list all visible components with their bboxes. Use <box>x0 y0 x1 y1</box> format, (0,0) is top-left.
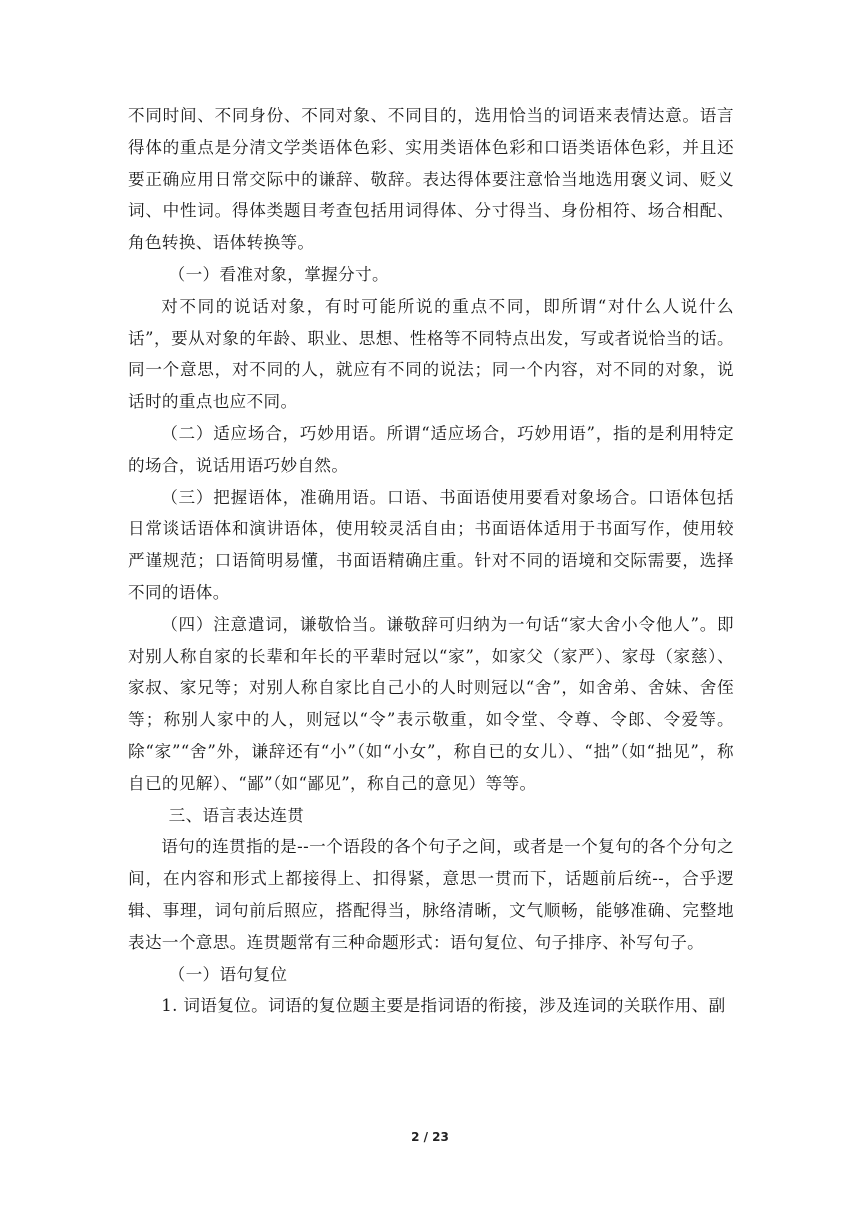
paragraph-honorifics: （四）注意遣词，谦敬恰当。谦敬辞可归纳为一句话“家大舍小令他人”。即对别人称自家的长辈和年长的平辈时冠以“家”，如家父（家严）、家母（家慈）、家叔、家兄等；对别人称自家比自己小的人时则冠以“舍”，如舍弟、舍妹、舍侄等；称别人家中的人，则冠以“令”表示敬重，如令堂、令尊、令郎、令爱等。除“家”“舍”外，谦辞还有“小”（如“小女”，称自已的女儿）、“拙”（如“拙见”，称自已的见解）、“鄙”（如“鄙见”，称自己的意见）等等。 <box>128 614 734 793</box>
subheading-sentence-restore: （一）语句复位 <box>168 964 288 984</box>
subheading-audience: （一）看准对象，掌握分寸。 <box>168 264 389 284</box>
paragraph-occasion: （二）适应场合，巧妙用语。所谓“适应场合，巧妙用语”，指的是利用特定的场合，说话用语巧妙自然。 <box>128 423 734 475</box>
paragraph-register: （三）把握语体，准确用语。口语、书面语使用要看对象场合。口语体包括日常谈话语体和演讲语体，使用较灵活自由；书面语体适用于书面写作，使用较严谨规范；口语简明易懂，书面语精确庄重。针对不同的语境和交际需要，选择不同的语体。 <box>128 487 734 602</box>
page-body <box>128 100 734 1022</box>
paragraph-word-restore: 1. 词语复位。词语的复位题主要是指词语的衔接，涉及连词的关联作用、副 <box>161 996 726 1016</box>
page-number: 2 / 23 <box>411 1130 449 1144</box>
paragraph-appropriateness-intro: 不同时间、不同身份、不同对象、不同目的，选用恰当的词语来表情达意。语言得体的重点是分清文学类语体色彩、实用类语体色彩和口语类语体色彩，并且还要正确应用日常交际中的谦辞、敬辞。表达得体要注意恰当地选用褒义词、贬义词、中性词。得体类题目考查包括用词得体、分寸得当、身份相符、场合相配、角色转换、语体转换等。 <box>128 106 734 253</box>
paragraph-coherence: 语句的连贯指的是--一个语段的各个句子之间，或者是一个复句的各个分句之间，在内容和形式上都接得上、扣得紧，意思一贯而下，话题前后统--，合乎逻辑、事理，词句前后照应，搭配得当，脉络清晰，文气顺畅，能够准确、完整地表达一个意思。连贯题常有三种命题形式：语句复位、句子排序、补写句子。 <box>128 837 734 952</box>
paragraph-audience: 对不同的说话对象，有时可能所说的重点不同，即所谓“对什么人说什么话”，要从对象的年龄、职业、思想、性格等不同特点出发，写或者说恰当的话。同一个意思，对不同的人，就应有不同的说法；同一个内容，对不同的对象，说话时的重点也应不同。 <box>128 296 734 412</box>
section-heading-coherence: 三、语言表达连贯 <box>168 805 305 825</box>
